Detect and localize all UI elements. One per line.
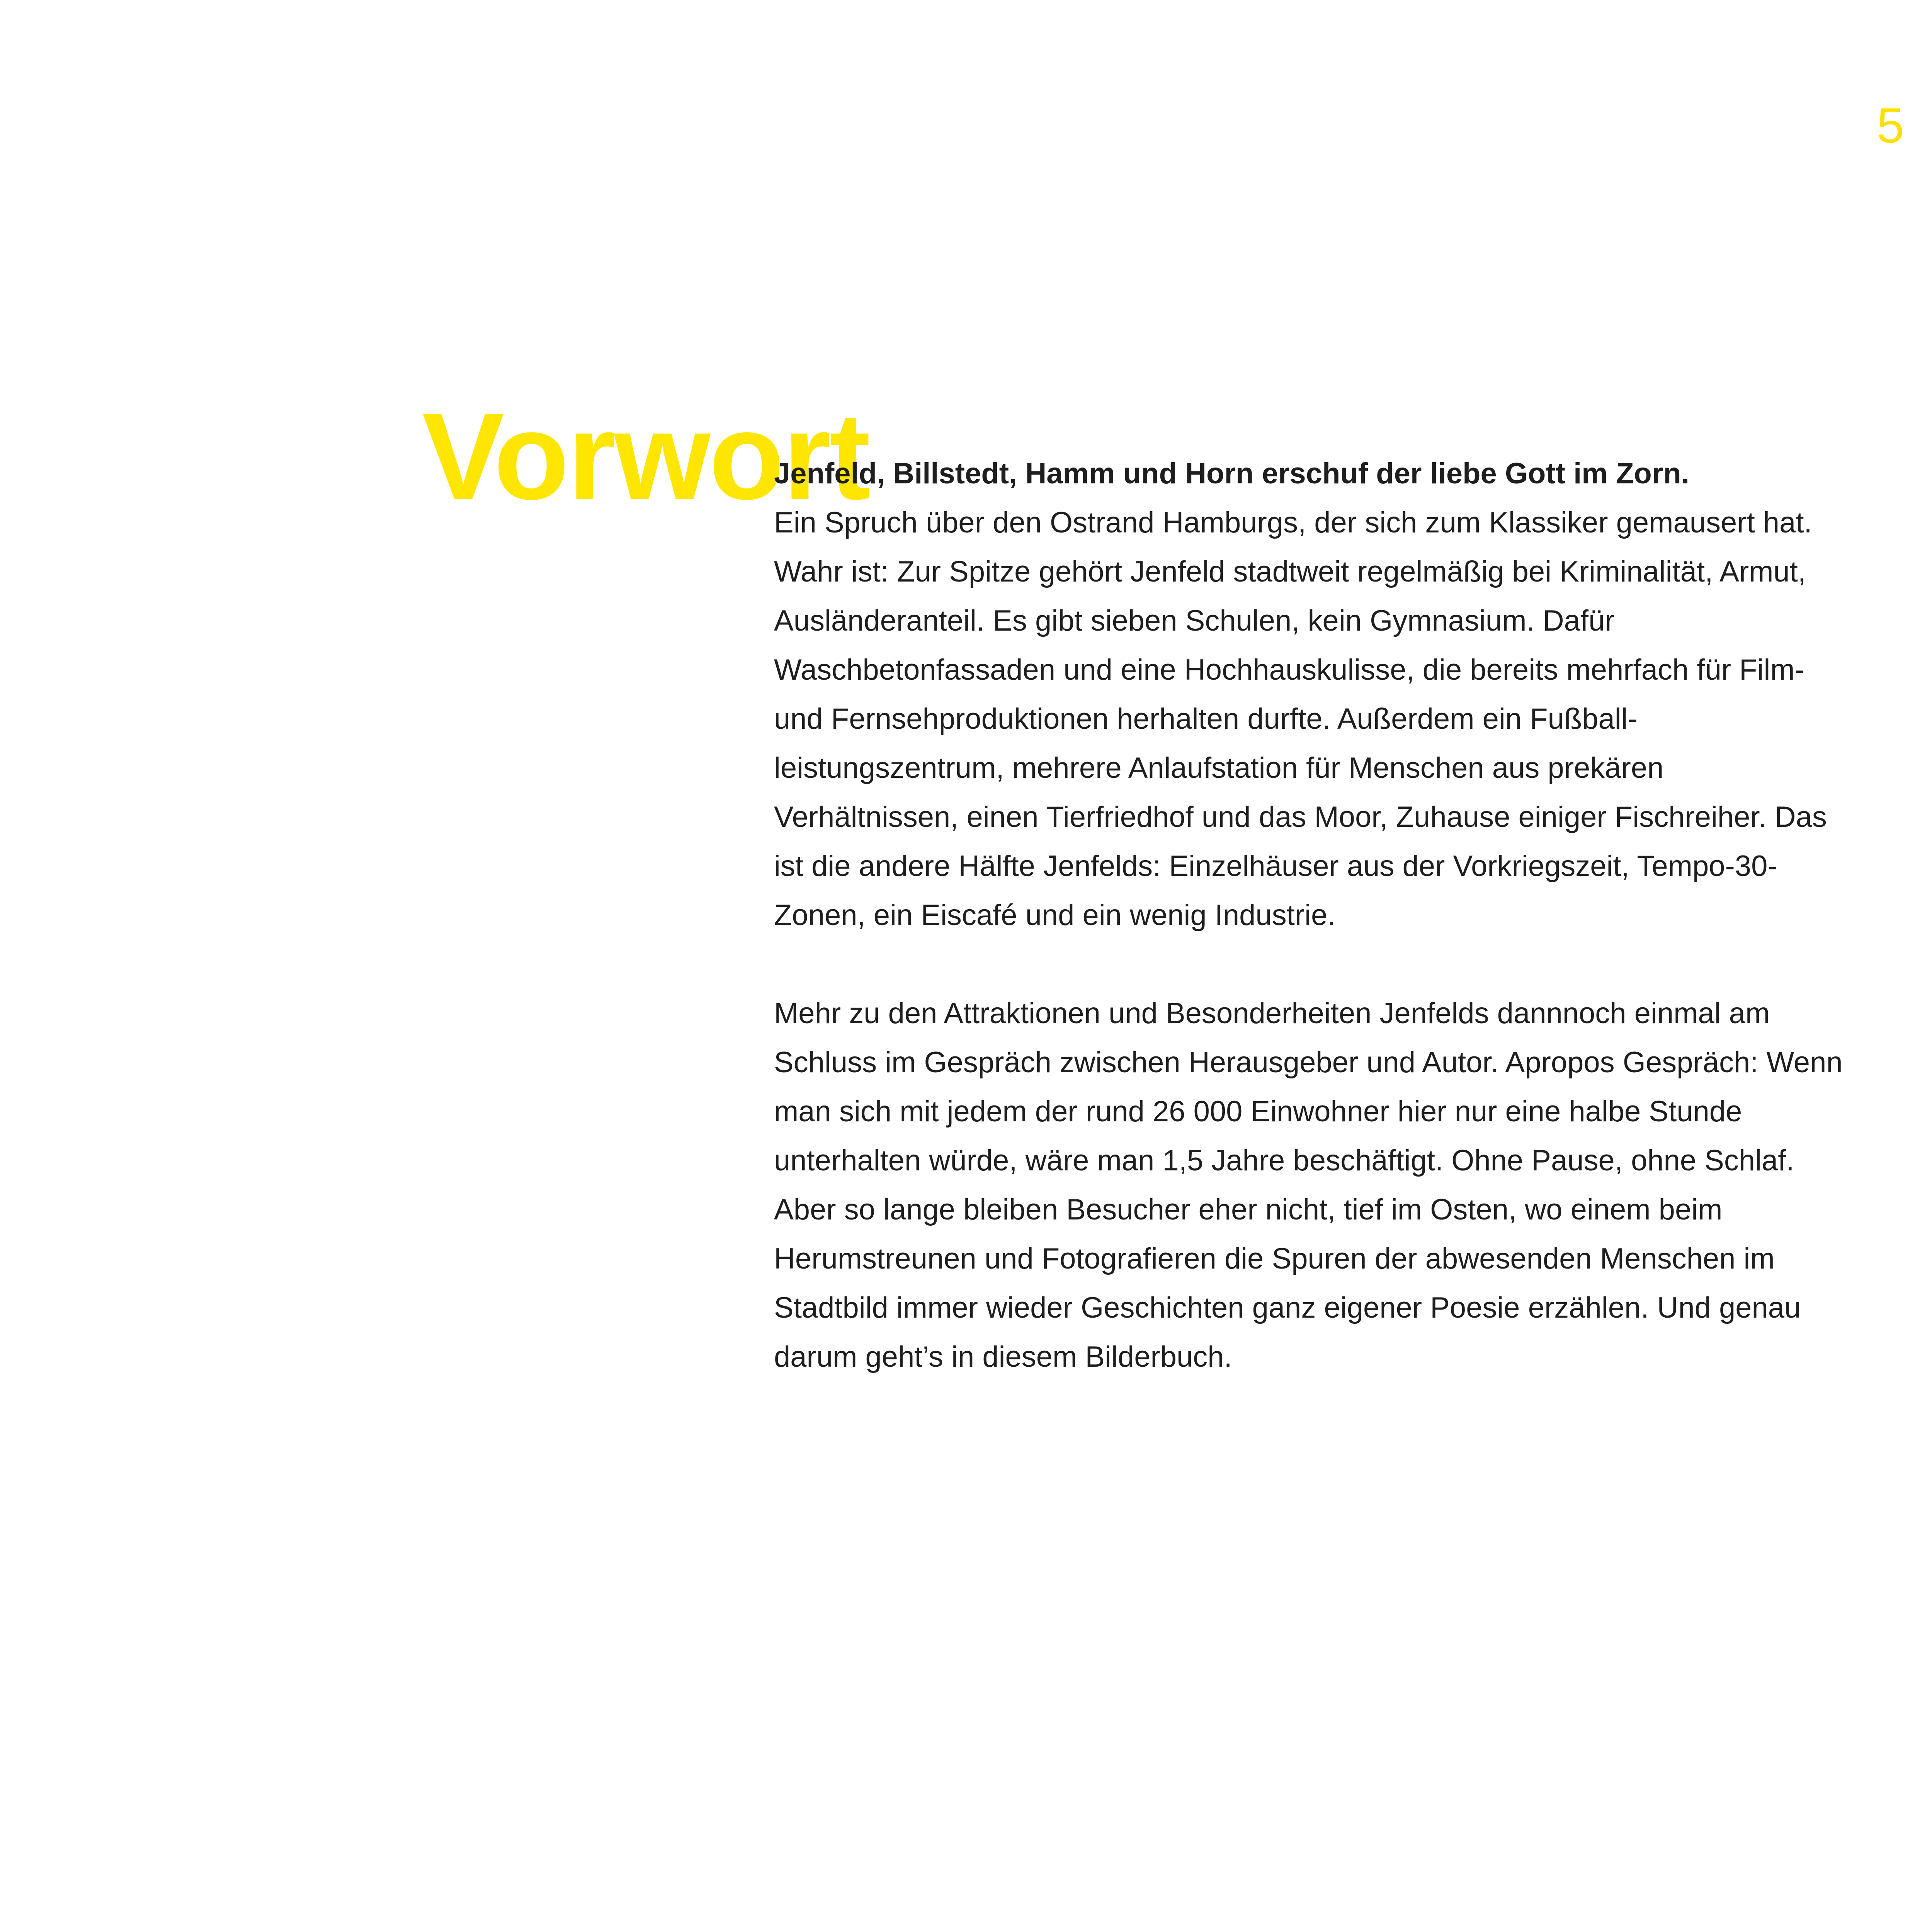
paragraph-2: Mehr zu den Attraktionen und Besonderheiten Jenfelds dannnoch einmal am Schluss im Gespräch zwischen Herausgeber und Autor. Apropos Gespräch: Wenn man sich mit jedem der rund 26 000 Einwohner hier nur eine halbe Stunde unterhalten würde, wäre man 1,5 Jahre beschäftigt. Ohne Pause, ohne Schlaf. Aber so lange bleiben Besucher eher nicht, tief im Osten, wo einem beim Herumstreunen und Fotografieren die Spuren der abwesenden Menschen im Stadtbild immer wieder Geschichten ganz eigener Poesie erzählen. Und genau darum geht’s in diesem Bilderbuch. [774,997,1843,1373]
lead-sentence: Jenfeld, Billstedt, Hamm und Horn erschuf der liebe Gott im Zorn. [774,457,1689,490]
body-text [774,449,1856,1381]
page-title: Vorwort [422,387,869,525]
paragraph-1: Ein Spruch über den Ostrand Hamburgs, der sich zum Klassiker gemausert hat. Wahr ist: Zur Spitze gehört Jenfeld stadtweit regelmäßig bei Kriminalität, Armut, Ausländeranteil. Es gibt sieben Schulen, kein Gymnasium. Dafür Waschbetonfassaden und eine Hochhauskulisse, die bereits mehrfach für Film- und Fernsehproduktionen herhalten durfte. Außerdem ein Fußballleistungszentrum, mehrere Anlaufstation für Menschen aus prekären Verhältnissen, einen Tierfriedhof und das Moor, Zuhause einiger Fischreiher. Das ist die andere Hälfte Jenfelds: Einzelhäuser aus der Vorkriegszeit, Tempo-30-Zonen, ein Eiscafé und ein wenig Industrie. [774,506,1827,932]
page-number: 5 [1877,98,1905,153]
